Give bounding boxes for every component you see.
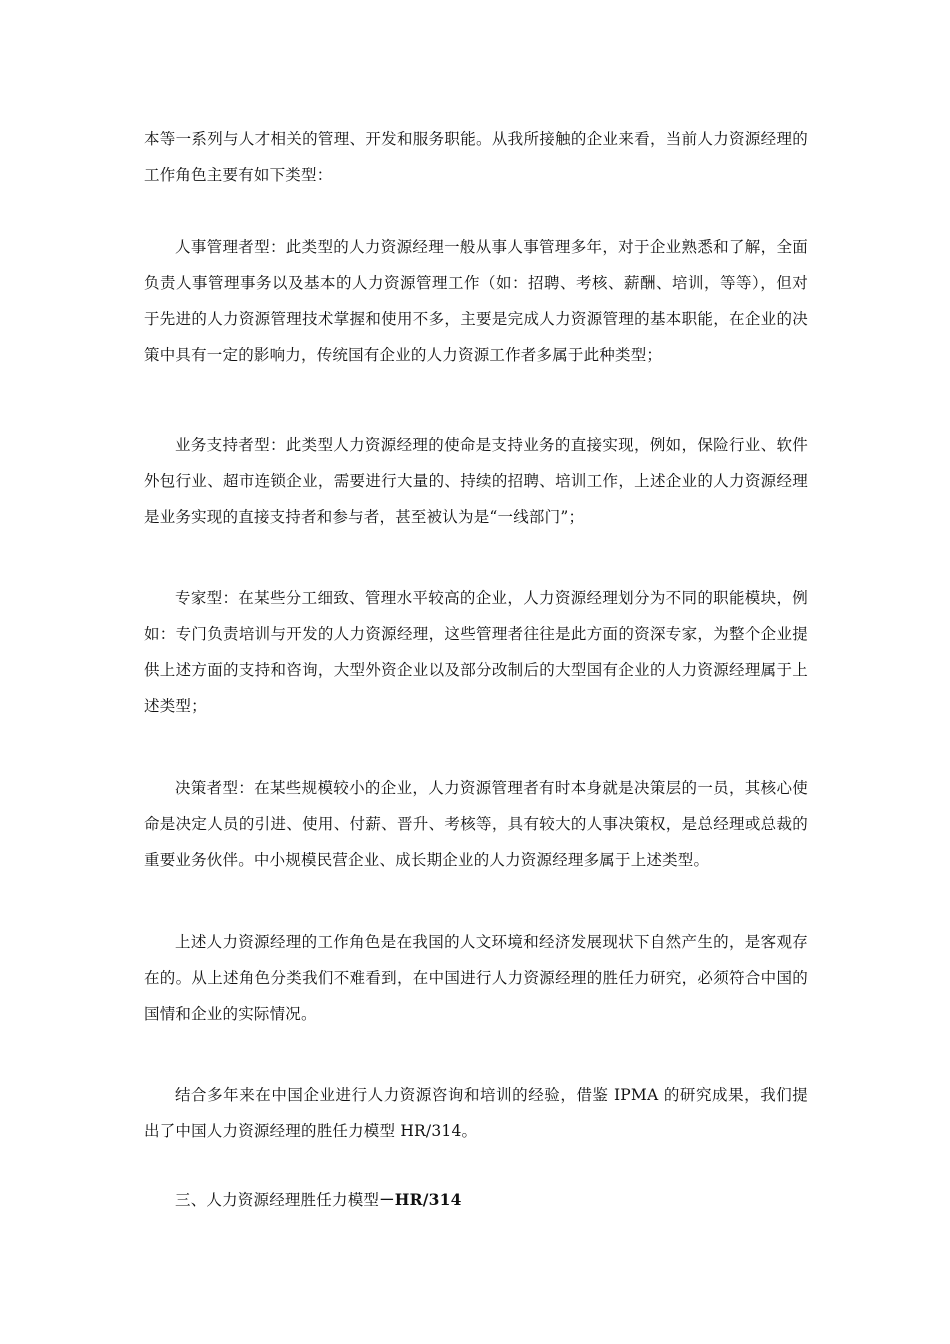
paragraph-personnel-manager-type: 人事管理者型：此类型的人力资源经理一般从事人事管理多年，对于企业熟悉和了解，全面负责人事管理事务以及基本的人力资源管理工作（如：招聘、考核、薪酬、培训，等等），但对于先进的人力资源管理技术掌握和使用不多，主要是完成人力资源管理的基本职能，在企业的决策中具有一定的影响力，传统国有企业的人力资源工作者多属于此种类型；	[144, 238, 808, 364]
section-heading-hr314	[175, 1182, 462, 1218]
paragraph-model-introduction: 结合多年来在中国企业进行人力资源咨询和培训的经验，借鉴 IPMA 的研究成果，我们提出了中国人力资源经理的胜任力模型 HR/314。	[144, 1086, 808, 1140]
paragraph-expert-type: 专家型：在某些分工细致、管理水平较高的企业，人力资源经理划分为不同的职能模块，例如：专门负责培训与开发的人力资源经理，这些管理者往往是此方面的资深专家，为整个企业提供上述方面的支持和咨询，大型外资企业以及部分改制后的大型国有企业的人力资源经理属于上述类型；	[144, 589, 808, 715]
section-heading-model-code: －HR/314	[379, 1190, 462, 1209]
paragraph-hr-functions-intro: 本等一系列与人才相关的管理、开发和服务职能。从我所接触的企业来看，当前人力资源经理的工作角色主要有如下类型：	[144, 130, 808, 184]
paragraph-role-summary: 上述人力资源经理的工作角色是在我国的人文环境和经济发展现状下自然产生的，是客观存在的。从上述角色分类我们不难看到，在中国进行人力资源经理的胜任力研究，必须符合中国的国情和企业的实际情况。	[144, 933, 808, 1023]
paragraph-decision-maker-type: 决策者型：在某些规模较小的企业，人力资源管理者有时本身就是决策层的一员，其核心使命是决定人员的引进、使用、付薪、晋升、考核等，具有较大的人事决策权，是总经理或总裁的重要业务伙伴。中小规模民营企业、成长期企业的人力资源经理多属于上述类型。	[144, 779, 808, 869]
section-heading-text: 三、人力资源经理胜任力模型	[175, 1191, 380, 1209]
paragraph-business-supporter-type: 业务支持者型：此类型人力资源经理的使命是支持业务的直接实现，例如，保险行业、软件外包行业、超市连锁企业，需要进行大量的、持续的招聘、培训工作，上述企业的人力资源经理是业务实现的直接支持者和参与者，甚至被认为是“一线部门”；	[144, 436, 808, 526]
